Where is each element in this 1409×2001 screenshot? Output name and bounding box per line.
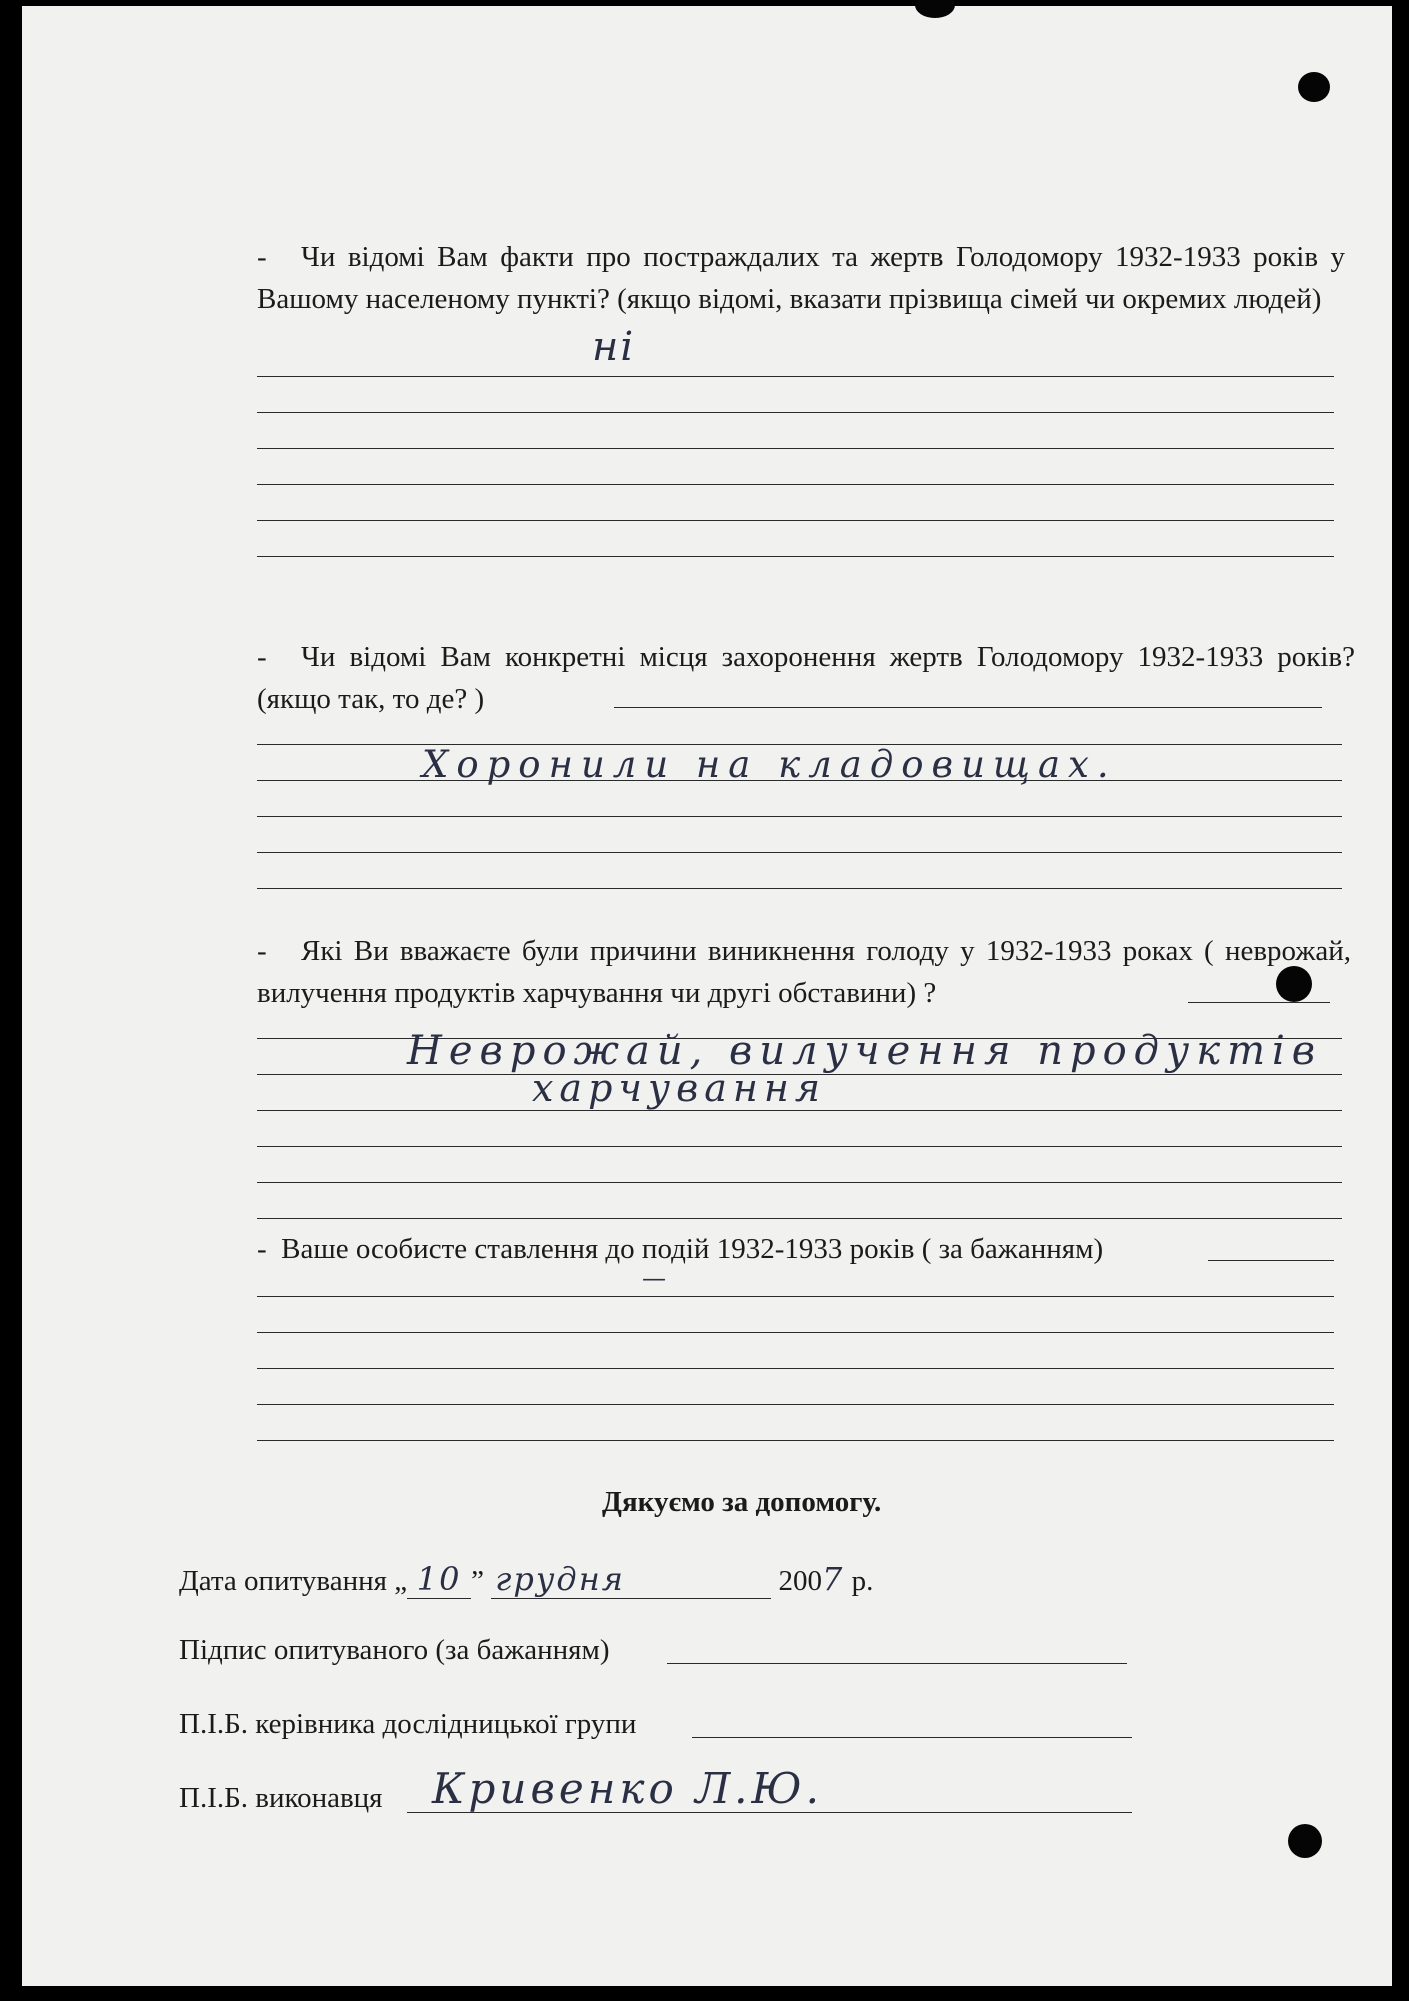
question-1-text: Чи відомі Вам факти про постраждалих та жертв Голодомору 1932-1933 років у Вашому населеному пункті? (якщо відомі, вказати прізвища сімей чи окремих людей) (257, 241, 1345, 315)
answer-line (1188, 1002, 1330, 1003)
answer-line (1208, 1260, 1334, 1261)
question-dash: - (257, 641, 267, 673)
punch-hole-top (915, 0, 955, 18)
punch-hole-upper-right (1298, 72, 1330, 102)
date-year-prefix: 200 (778, 1565, 822, 1597)
answer-line (257, 1332, 1334, 1333)
answer-1-handwritten: ні (592, 324, 636, 370)
signature-line (667, 1663, 1127, 1664)
answer-line (257, 484, 1334, 485)
answer-line (257, 1368, 1334, 1369)
question-dash: - (257, 1233, 267, 1265)
executor-line (407, 1812, 1132, 1813)
date-month-field (491, 1560, 771, 1599)
answer-line (257, 520, 1334, 521)
answer-line (257, 852, 1342, 853)
executor-name-handwritten: Кривенко Л.Ю. (432, 1764, 823, 1813)
date-close-quote: ” (471, 1565, 484, 1597)
leader-label: П.І.Б. керівника дослідницької групи (179, 1708, 637, 1740)
question-3 (257, 930, 1351, 1014)
answer-line (257, 1404, 1334, 1405)
question-4-text: Ваше особисте ставлення до подій 1932-1933 років ( за бажанням) (281, 1233, 1104, 1265)
answer-line (614, 707, 1322, 708)
answer-line (257, 816, 1342, 817)
date-month-handwritten: грудня (495, 1560, 625, 1598)
executor-label: П.І.Б. виконавця (179, 1782, 383, 1814)
question-1 (257, 236, 1345, 320)
question-3-text: Які Ви вважаєте були причини виникнення голоду у 1932-1933 роках ( неврожай, вилучення продуктів харчування чи другі обставини) ? (257, 935, 1351, 1009)
answer-line (257, 1218, 1342, 1219)
question-dash: - (257, 935, 267, 967)
leader-row (179, 1708, 636, 1741)
thank-you-note: Дякуємо за допомогу. (602, 1486, 882, 1518)
question-dash: - (257, 241, 267, 273)
answer-line (257, 448, 1334, 449)
answer-2-handwritten: Хоронили на кладовищах. (422, 743, 1117, 786)
leader-line (692, 1737, 1132, 1738)
document-page (22, 6, 1392, 1986)
answer-line (257, 1110, 1342, 1111)
executor-row (179, 1782, 383, 1815)
answer-3-handwritten-line-1: Неврожай, вилучення продуктів (407, 1028, 1323, 1074)
answer-line (257, 1182, 1342, 1183)
answer-line (257, 376, 1334, 377)
date-day-field (407, 1560, 471, 1599)
date-day-handwritten: 10 (416, 1560, 462, 1598)
question-4 (257, 1228, 1257, 1270)
signature-label: Підпис опитуваного (за бажанням) (179, 1634, 610, 1666)
answer-line (257, 888, 1342, 889)
date-open-quote: „ (394, 1565, 408, 1597)
answer-line (257, 556, 1334, 557)
survey-date-row (179, 1560, 873, 1599)
punch-hole-lower-right (1288, 1824, 1322, 1858)
answer-line (257, 1440, 1334, 1441)
question-2-text: Чи відомі Вам конкретні місця захоронення жертв Голодомору 1932-1933 років? (якщо так, то де? ) (257, 641, 1355, 715)
answer-line (257, 1296, 1334, 1297)
answer-line (257, 1146, 1342, 1147)
answer-4-handwritten: — (642, 1264, 668, 1292)
date-suffix: р. (851, 1565, 874, 1597)
answer-3-handwritten-line-2: харчування (532, 1066, 827, 1110)
signature-row (179, 1634, 610, 1667)
date-year-digit-handwritten: 7 (821, 1560, 845, 1598)
date-label: Дата опитування (179, 1565, 387, 1597)
answer-line (257, 412, 1334, 413)
